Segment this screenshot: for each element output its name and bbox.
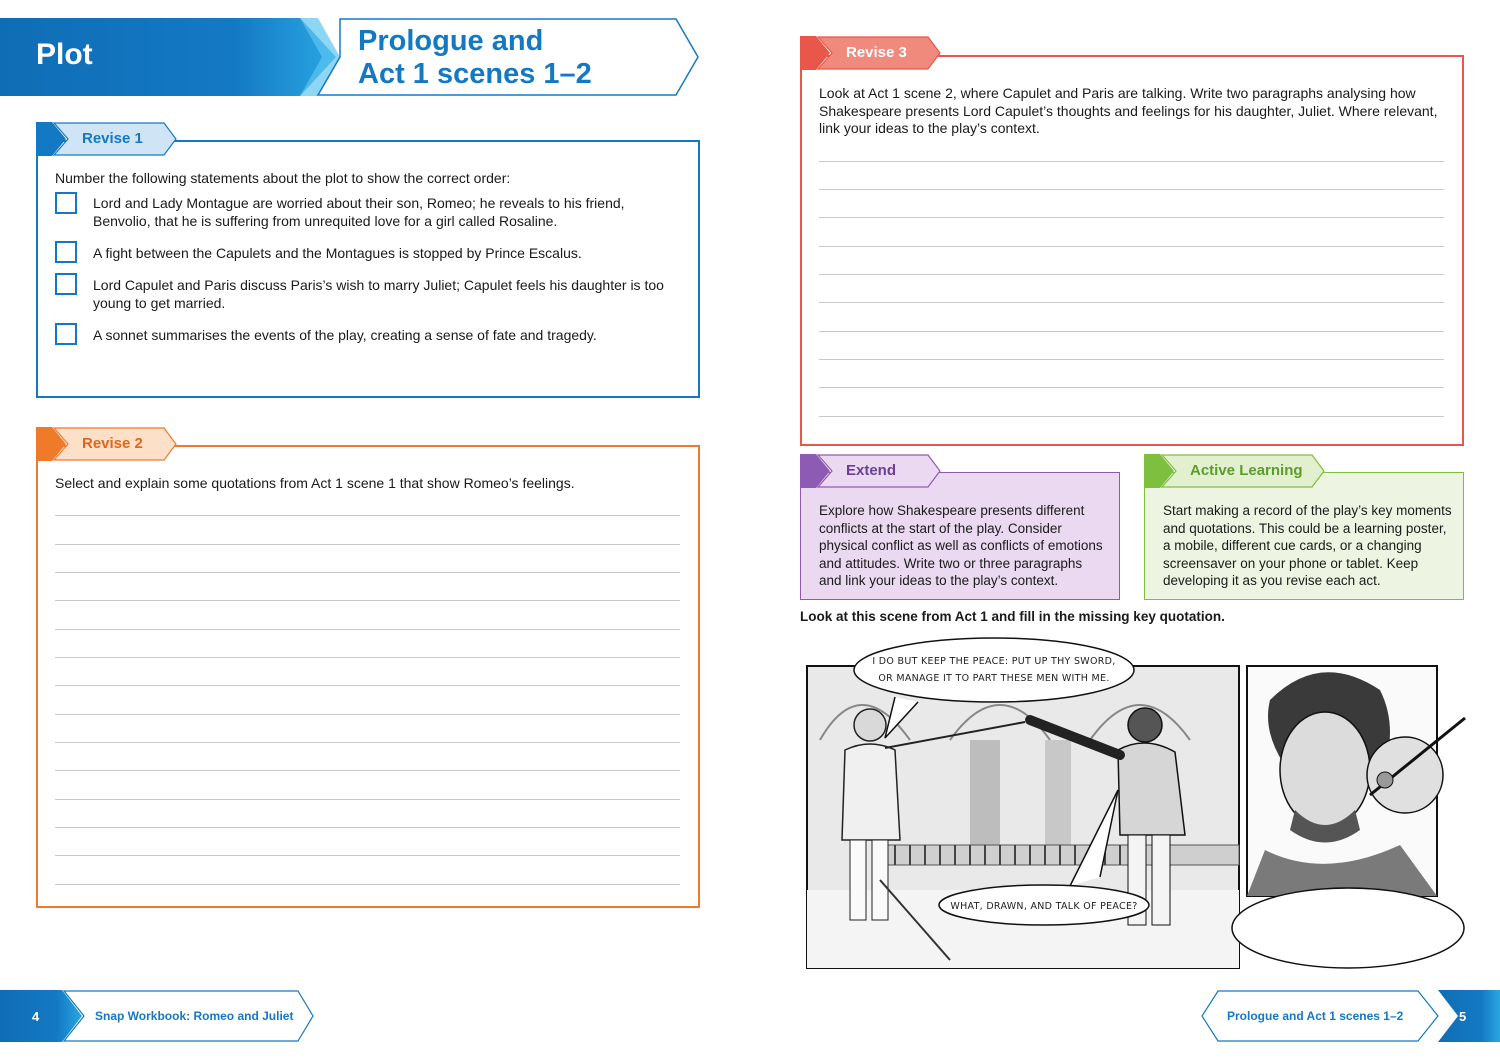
revise1-tab-label: Revise 1 — [82, 130, 143, 147]
revise2-tab — [36, 427, 178, 461]
active-learning-line: Start making a record of the play’s key moments — [1163, 503, 1452, 518]
answer-line — [55, 714, 680, 715]
answer-line — [819, 189, 1444, 190]
answer-line — [819, 387, 1444, 388]
chapter-title-line2: Act 1 scenes 1–2 — [358, 58, 592, 90]
answer-line — [55, 600, 680, 601]
order-checkbox-1[interactable] — [55, 192, 77, 214]
comic-strip — [800, 630, 1475, 975]
answer-line — [55, 685, 680, 686]
active-learning-tab — [1144, 454, 1326, 488]
bubble-1-line2: OR MANAGE IT TO PART THESE MEN WITH ME. — [878, 673, 1110, 684]
answer-line — [819, 331, 1444, 332]
page-number-left: 4 — [32, 1009, 40, 1024]
extend-line: and link your ideas to the play’s context. — [819, 573, 1059, 588]
empty-speech-bubble[interactable] — [1232, 888, 1464, 968]
answer-line — [55, 799, 680, 800]
page-number-right: 5 — [1459, 1009, 1467, 1024]
revise1-instruction: Number the following statements about the plot to show the correct order: — [55, 170, 511, 186]
extend-line: and attitudes. Write two or three paragraphs — [819, 555, 1083, 571]
active-learning-line: a mobile, different cue cards, or a changing — [1163, 538, 1422, 553]
comic-panel-closeup — [1232, 666, 1465, 968]
footer-chapter-title: Prologue and Act 1 scenes 1–2 — [1227, 1009, 1404, 1023]
revise3-line3: link your ideas to the play’s context. — [819, 120, 1040, 136]
answer-line — [819, 302, 1444, 303]
comic-instruction: Look at this scene from Act 1 and fill in the missing key quotation. — [800, 609, 1225, 624]
answer-line — [819, 359, 1444, 360]
order-checkbox-2[interactable] — [55, 241, 77, 263]
statement-1 — [93, 194, 625, 230]
answer-line — [55, 827, 680, 828]
statement-3-line1: Lord Capulet and Paris discuss Paris’s wish to marry Juliet; Capulet feels his daughter is too — [93, 277, 664, 293]
order-checkbox-4[interactable] — [55, 323, 77, 345]
answer-line — [819, 274, 1444, 275]
answer-line — [55, 544, 680, 545]
answer-line — [55, 884, 680, 885]
extend-line: conflicts at the start of the play. Consider — [819, 520, 1062, 536]
active-learning-text — [1163, 502, 1452, 590]
active-learning-line: developing it as you revise each act. — [1163, 573, 1381, 588]
comic-panel-fight — [807, 638, 1239, 968]
statement-3 — [93, 276, 664, 312]
revise1-tab — [36, 122, 178, 156]
order-checkbox-3[interactable] — [55, 273, 77, 295]
extend-text — [819, 502, 1103, 590]
statement-4: A sonnet summarises the events of the play, creating a sense of fate and tragedy. — [93, 327, 597, 343]
statement-1-line1: Lord and Lady Montague are worried about their son, Romeo; he reveals to his friend, — [93, 195, 625, 211]
answer-line — [55, 629, 680, 630]
statement-3-line2: young to get married. — [93, 295, 226, 311]
answer-line — [819, 246, 1444, 247]
bubble-1-line1: I DO BUT KEEP THE PEACE: PUT UP THY SWORD, — [872, 656, 1116, 667]
revise3-instruction — [819, 85, 1437, 138]
answer-line — [55, 770, 680, 771]
chapter-title — [358, 25, 592, 91]
answer-line — [819, 161, 1444, 162]
revise3-line2: Shakespeare presents Lord Capulet’s thoughts and feelings for his daughter, Juliet. Where relevant, — [819, 102, 1438, 119]
answer-line — [819, 416, 1444, 417]
section-title: Plot — [36, 38, 93, 71]
answer-line — [55, 515, 680, 516]
answer-line — [819, 217, 1444, 218]
answer-line — [55, 572, 680, 573]
chapter-title-line1: Prologue and — [358, 25, 544, 57]
statement-2: A fight between the Capulets and the Montagues is stopped by Prince Escalus. — [93, 245, 582, 261]
extend-tab — [800, 454, 942, 488]
footer-book-title: Snap Workbook: Romeo and Juliet — [95, 1009, 294, 1023]
active-learning-tab-label: Active Learning — [1190, 462, 1303, 479]
active-learning-line: screensaver on your phone or tablet. Keep — [1163, 555, 1419, 571]
extend-line: Explore how Shakespeare presents different — [819, 503, 1085, 518]
extend-tab-label: Extend — [846, 462, 897, 479]
revise3-tab-label: Revise 3 — [846, 44, 907, 61]
answer-line — [55, 855, 680, 856]
revise3-line1: Look at Act 1 scene 2, where Capulet and Paris are talking. Write two paragraphs analysing how — [819, 85, 1416, 101]
revise2-instruction: Select and explain some quotations from Act 1 scene 1 that show Romeo’s feelings. — [55, 475, 575, 491]
revise2-tab-label: Revise 2 — [82, 435, 143, 452]
revise3-tab — [800, 36, 942, 70]
answer-line — [55, 657, 680, 658]
statement-1-line2: Benvolio, that he is suffering from unrequited love for a girl called Rosaline. — [93, 213, 558, 229]
active-learning-line: and quotations. This could be a learning poster, — [1163, 520, 1447, 536]
answer-line — [55, 742, 680, 743]
bubble-2-text: WHAT, DRAWN, AND TALK OF PEACE? — [950, 901, 1138, 912]
extend-line: physical conflict as well as conflicts of emotions — [819, 538, 1103, 553]
